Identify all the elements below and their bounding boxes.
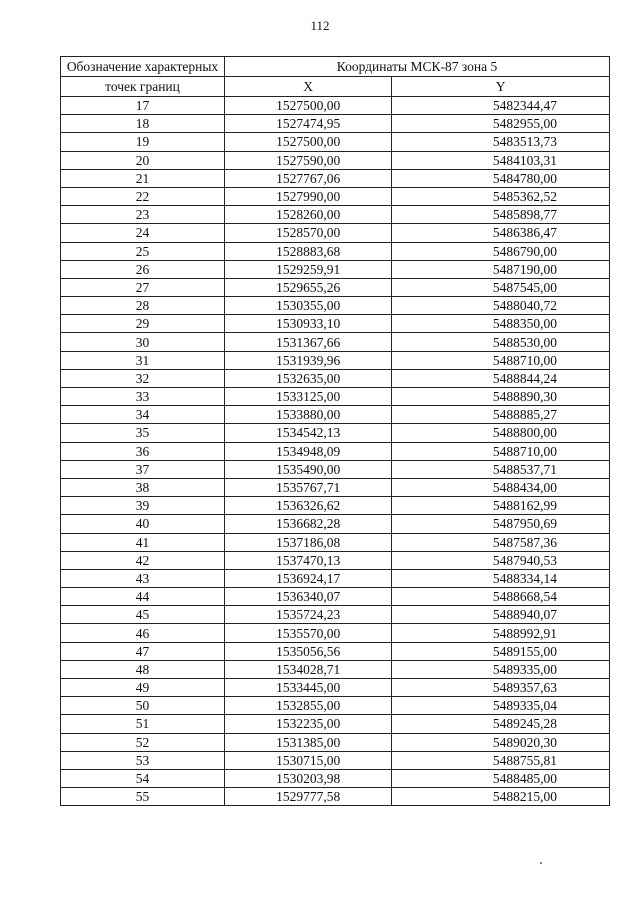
table-row — [61, 333, 610, 351]
x-cell: 1534542,13 — [224, 424, 391, 442]
table-row — [61, 715, 610, 733]
table-row — [61, 551, 610, 569]
point-cell: 42 — [61, 551, 225, 569]
x-cell: 1527500,00 — [224, 133, 391, 151]
table-row — [61, 224, 610, 242]
point-cell: 54 — [61, 769, 225, 787]
y-cell: 5487950,69 — [392, 515, 610, 533]
x-cell: 1528570,00 — [224, 224, 391, 242]
y-cell: 5489357,63 — [392, 679, 610, 697]
point-cell: 47 — [61, 642, 225, 660]
point-cell: 27 — [61, 278, 225, 296]
table-row — [61, 478, 610, 496]
y-cell: 5488710,00 — [392, 351, 610, 369]
x-cell: 1531367,66 — [224, 333, 391, 351]
x-cell: 1533880,00 — [224, 406, 391, 424]
table-row — [61, 624, 610, 642]
point-cell: 34 — [61, 406, 225, 424]
y-cell: 5488710,00 — [392, 442, 610, 460]
table-row — [61, 151, 610, 169]
y-cell: 5485898,77 — [392, 206, 610, 224]
x-cell: 1532855,00 — [224, 697, 391, 715]
table-body — [61, 97, 610, 806]
x-cell: 1527767,06 — [224, 169, 391, 187]
y-cell: 5483513,73 — [392, 133, 610, 151]
x-cell: 1527590,00 — [224, 151, 391, 169]
point-cell: 48 — [61, 660, 225, 678]
table-row — [61, 278, 610, 296]
point-cell: 19 — [61, 133, 225, 151]
x-cell: 1533445,00 — [224, 679, 391, 697]
table-row — [61, 533, 610, 551]
table-row — [61, 369, 610, 387]
y-cell: 5489335,00 — [392, 660, 610, 678]
y-cell: 5489155,00 — [392, 642, 610, 660]
table-row — [61, 769, 610, 787]
header-row-1 — [61, 57, 610, 77]
header-x: X — [224, 77, 391, 97]
x-cell: 1536682,28 — [224, 515, 391, 533]
header-point-label: Обозначение характерных — [61, 57, 225, 77]
point-cell: 23 — [61, 206, 225, 224]
point-cell: 36 — [61, 442, 225, 460]
table-row — [61, 351, 610, 369]
x-cell: 1531939,96 — [224, 351, 391, 369]
table-row — [61, 642, 610, 660]
table-row — [61, 442, 610, 460]
point-cell: 25 — [61, 242, 225, 260]
point-cell: 50 — [61, 697, 225, 715]
y-cell: 5488940,07 — [392, 606, 610, 624]
point-cell: 38 — [61, 478, 225, 496]
point-cell: 28 — [61, 297, 225, 315]
y-cell: 5488844,24 — [392, 369, 610, 387]
x-cell: 1531385,00 — [224, 733, 391, 751]
table-row — [61, 460, 610, 478]
point-cell: 30 — [61, 333, 225, 351]
table-row — [61, 660, 610, 678]
x-cell: 1537186,08 — [224, 533, 391, 551]
x-cell: 1536924,17 — [224, 569, 391, 587]
y-cell: 5488162,99 — [392, 497, 610, 515]
header-row-2 — [61, 77, 610, 97]
y-cell: 5484103,31 — [392, 151, 610, 169]
point-cell: 18 — [61, 115, 225, 133]
x-cell: 1537470,13 — [224, 551, 391, 569]
x-cell: 1535724,23 — [224, 606, 391, 624]
x-cell: 1530355,00 — [224, 297, 391, 315]
point-cell: 21 — [61, 169, 225, 187]
y-cell: 5488434,00 — [392, 478, 610, 496]
y-cell: 5488350,00 — [392, 315, 610, 333]
x-cell: 1530715,00 — [224, 751, 391, 769]
point-cell: 41 — [61, 533, 225, 551]
x-cell: 1535570,00 — [224, 624, 391, 642]
x-cell: 1534948,09 — [224, 442, 391, 460]
y-cell: 5485362,52 — [392, 187, 610, 205]
point-cell: 33 — [61, 388, 225, 406]
y-cell: 5489245,28 — [392, 715, 610, 733]
y-cell: 5488668,54 — [392, 588, 610, 606]
table-row — [61, 679, 610, 697]
y-cell: 5487940,53 — [392, 551, 610, 569]
x-cell: 1535767,71 — [224, 478, 391, 496]
table-row — [61, 242, 610, 260]
header-coordinates-group: Координаты МСК-87 зона 5 — [224, 57, 609, 77]
y-cell: 5488992,91 — [392, 624, 610, 642]
point-cell: 55 — [61, 788, 225, 806]
x-cell: 1529655,26 — [224, 278, 391, 296]
point-cell: 26 — [61, 260, 225, 278]
y-cell: 5488485,00 — [392, 769, 610, 787]
table-row — [61, 606, 610, 624]
point-cell: 40 — [61, 515, 225, 533]
table-row — [61, 588, 610, 606]
y-cell: 5486790,00 — [392, 242, 610, 260]
point-cell: 31 — [61, 351, 225, 369]
x-cell: 1529777,58 — [224, 788, 391, 806]
table-row — [61, 406, 610, 424]
y-cell: 5487190,00 — [392, 260, 610, 278]
table-row — [61, 697, 610, 715]
x-cell: 1532235,00 — [224, 715, 391, 733]
point-cell: 46 — [61, 624, 225, 642]
point-cell: 32 — [61, 369, 225, 387]
y-cell: 5487587,36 — [392, 533, 610, 551]
point-cell: 37 — [61, 460, 225, 478]
table-row — [61, 115, 610, 133]
table-row — [61, 569, 610, 587]
table-row — [61, 751, 610, 769]
x-cell: 1529259,91 — [224, 260, 391, 278]
table-row — [61, 297, 610, 315]
table-row — [61, 315, 610, 333]
table-row — [61, 388, 610, 406]
scan-speck — [540, 862, 542, 864]
point-cell: 17 — [61, 97, 225, 115]
y-cell: 5488755,81 — [392, 751, 610, 769]
table-row — [61, 515, 610, 533]
table-row — [61, 206, 610, 224]
point-cell: 20 — [61, 151, 225, 169]
point-cell: 44 — [61, 588, 225, 606]
y-cell: 5488537,71 — [392, 460, 610, 478]
y-cell: 5488040,72 — [392, 297, 610, 315]
table-row — [61, 187, 610, 205]
x-cell: 1527990,00 — [224, 187, 391, 205]
table-row — [61, 169, 610, 187]
point-cell: 49 — [61, 679, 225, 697]
point-cell: 51 — [61, 715, 225, 733]
x-cell: 1530203,98 — [224, 769, 391, 787]
y-cell: 5487545,00 — [392, 278, 610, 296]
x-cell: 1528260,00 — [224, 206, 391, 224]
y-cell: 5484780,00 — [392, 169, 610, 187]
point-cell: 52 — [61, 733, 225, 751]
table-header — [61, 57, 610, 97]
y-cell: 5488530,00 — [392, 333, 610, 351]
y-cell: 5482955,00 — [392, 115, 610, 133]
x-cell: 1533125,00 — [224, 388, 391, 406]
coordinates-table — [60, 56, 610, 806]
x-cell: 1527474,95 — [224, 115, 391, 133]
point-cell: 29 — [61, 315, 225, 333]
y-cell: 5488215,00 — [392, 788, 610, 806]
x-cell: 1536326,62 — [224, 497, 391, 515]
x-cell: 1532635,00 — [224, 369, 391, 387]
x-cell: 1528883,68 — [224, 242, 391, 260]
header-y: Y — [392, 77, 610, 97]
point-cell: 39 — [61, 497, 225, 515]
y-cell: 5488800,00 — [392, 424, 610, 442]
y-cell: 5489020,30 — [392, 733, 610, 751]
y-cell: 5482344,47 — [392, 97, 610, 115]
point-cell: 43 — [61, 569, 225, 587]
y-cell: 5486386,47 — [392, 224, 610, 242]
table-row — [61, 133, 610, 151]
y-cell: 5489335,04 — [392, 697, 610, 715]
y-cell: 5488885,27 — [392, 406, 610, 424]
table-row — [61, 424, 610, 442]
header-point-label-line2: точек границ — [61, 77, 225, 97]
x-cell: 1527500,00 — [224, 97, 391, 115]
y-cell: 5488890,30 — [392, 388, 610, 406]
x-cell: 1534028,71 — [224, 660, 391, 678]
point-cell: 53 — [61, 751, 225, 769]
x-cell: 1530933,10 — [224, 315, 391, 333]
table-row — [61, 733, 610, 751]
table-row — [61, 97, 610, 115]
page-number: 112 — [310, 18, 330, 33]
point-cell: 35 — [61, 424, 225, 442]
x-cell: 1535490,00 — [224, 460, 391, 478]
table-row — [61, 788, 610, 806]
table-row — [61, 497, 610, 515]
point-cell: 22 — [61, 187, 225, 205]
point-cell: 45 — [61, 606, 225, 624]
x-cell: 1535056,56 — [224, 642, 391, 660]
table-row — [61, 260, 610, 278]
point-cell: 24 — [61, 224, 225, 242]
y-cell: 5488334,14 — [392, 569, 610, 587]
x-cell: 1536340,07 — [224, 588, 391, 606]
